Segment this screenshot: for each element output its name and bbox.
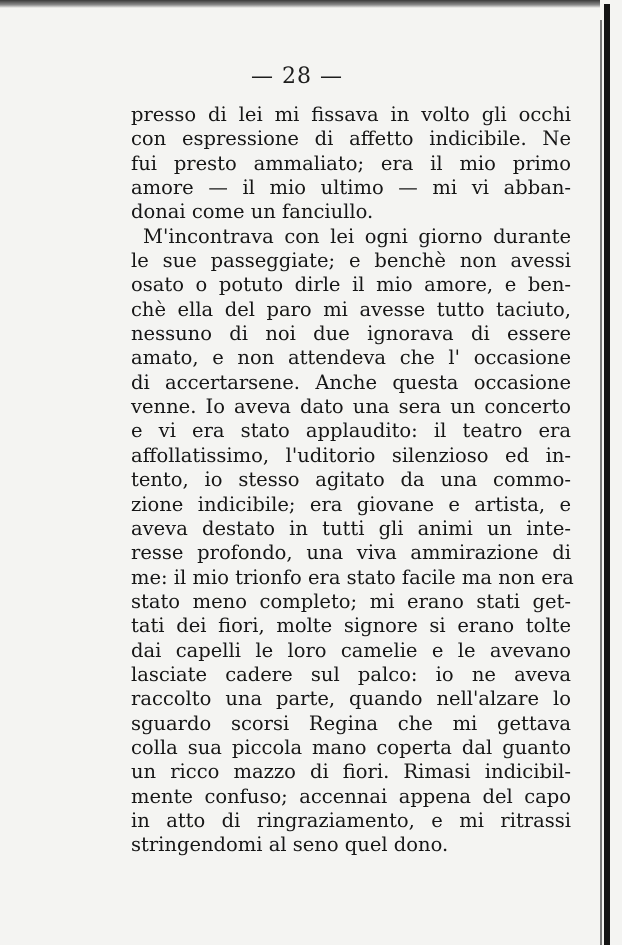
text-line: amato, e non attendeva che l' occasione	[131, 346, 571, 370]
body-text	[131, 103, 574, 858]
text-line: in atto di ringraziamento, e mi ritrassi	[131, 808, 571, 832]
text-line: raccolto una parte, quando nell'alzare lo	[131, 687, 571, 711]
text-line: un ricco mazzo di fiori. Rimasi indicibil-	[131, 760, 571, 784]
text-line: osato o potuto dirle il mio amore, e ben-	[131, 273, 571, 297]
binding-shadow-line	[600, 20, 602, 945]
text-line: tati dei fiori, molte signore si erano tolte	[131, 614, 571, 638]
text-line: stato meno completo; mi erano stati get-	[131, 589, 571, 613]
page-top-edge	[0, 0, 622, 8]
text-line: affollatissimo, l'uditorio silenzioso ed in-	[131, 443, 571, 467]
text-line: e vi era stato applaudito: il teatro era	[131, 419, 571, 443]
text-line: tento, io stesso agitato da una commo-	[131, 468, 571, 492]
text-line: lasciate cadere sul palco: io ne aveva	[131, 662, 571, 686]
text-line: fui presto ammaliato; era il mio primo	[131, 151, 571, 175]
text-line: amore — il mio ultimo — mi vi abban-	[131, 176, 571, 200]
text-line: chè ella del paro mi avesse tutto taciuto,	[131, 297, 571, 321]
text-line: me: il mio trionfo era stato facile ma non era	[131, 565, 574, 589]
text-line: dai capelli le loro camelie e le avevano	[131, 638, 571, 662]
text-line: colla sua piccola mano coperta dal guanto	[131, 735, 571, 759]
text-line: resse profondo, una viva ammirazione di	[131, 541, 571, 565]
page-number: — 28 —	[251, 64, 343, 89]
text-line: presso di lei mi fissava in volto gli occhi	[131, 103, 571, 126]
text-line: M'incontrava con lei ogni giorno durante	[143, 224, 571, 248]
text-line: aveva destato in tutti gli animi un inte-	[131, 516, 571, 540]
text-line: donai come un fanciullo.	[131, 200, 374, 224]
text-line: con espressione di affetto indicibile. Ne	[131, 127, 571, 151]
text-line: di accertarsene. Anche questa occasione	[131, 370, 571, 394]
text-line: sguardo scorsi Regina che mi gettava	[131, 711, 571, 735]
text-line: stringendomi al seno quel dono.	[131, 833, 449, 857]
text-line: zione indicibile; era giovane e artista, e	[131, 492, 571, 516]
text-line: nessuno di noi due ignorava di essere	[131, 322, 571, 346]
text-line: mente confuso; accennai appena del capo	[131, 784, 571, 808]
text-line: le sue passeggiate; e benchè non avessi	[131, 249, 571, 273]
page-right-edge	[604, 4, 610, 945]
text-line: venne. Io aveva dato una sera un concerto	[131, 395, 571, 419]
